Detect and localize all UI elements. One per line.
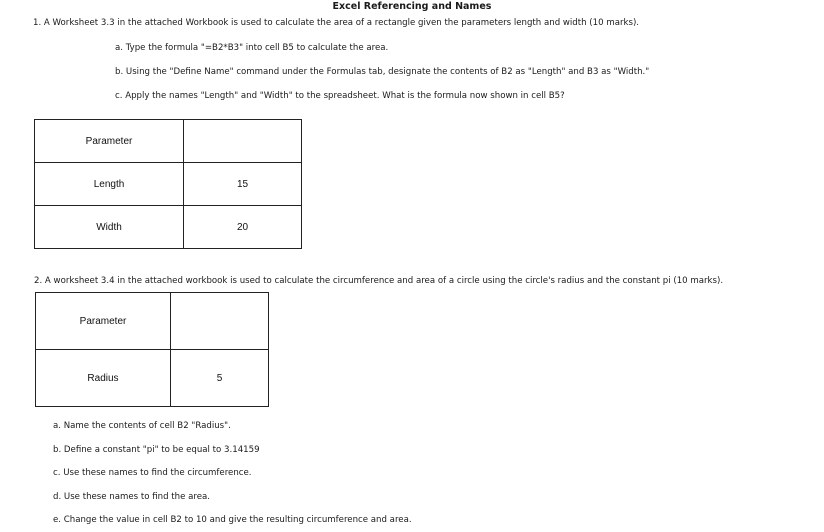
table-cell: Radius	[36, 350, 171, 407]
table-cell: 5	[171, 350, 269, 407]
table-cell: Length	[35, 163, 184, 206]
question-2-part-b: b. Define a constant "pi" to be equal to 3.14159	[53, 445, 260, 455]
question-2-text: 2. A worksheet 3.4 in the attached workbook is used to calculate the circumference and area of a circle using the circle's radius and the constant pi (10 marks).	[34, 276, 724, 286]
question-1-part-c: c. Apply the names "Length" and "Width" to the spreadsheet. What is the formula now shown in cell B5?	[115, 91, 565, 101]
table-row	[36, 350, 269, 407]
rectangle-parameter-table	[34, 119, 302, 249]
circle-parameter-table	[35, 292, 269, 407]
question-2-part-d: d. Use these names to find the area.	[53, 492, 211, 502]
page-title: Excel Referencing and Names	[332, 1, 492, 12]
question-1-part-b: b. Using the "Define Name" command under the Formulas tab, designate the contents of B2 as "Length" and B3 as "Width."	[115, 67, 650, 77]
question-2-part-a: a. Name the contents of cell B2 "Radius".	[53, 421, 231, 431]
question-2-part-c: c. Use these names to find the circumference.	[53, 468, 252, 478]
table-row	[35, 120, 302, 163]
table-row	[36, 293, 269, 350]
table-row	[35, 206, 302, 249]
table-cell: Width	[35, 206, 184, 249]
table-cell: Parameter	[35, 120, 184, 163]
question-2-part-e: e. Change the value in cell B2 to 10 and give the resulting circumference and area.	[53, 515, 412, 525]
table-cell: 15	[184, 163, 302, 206]
table-cell: 20	[184, 206, 302, 249]
table-cell	[171, 293, 269, 350]
table-cell: Parameter	[36, 293, 171, 350]
question-1-text: 1. A Worksheet 3.3 in the attached Workbook is used to calculate the area of a rectangle given the parameters length and width (10 marks).	[33, 18, 640, 28]
table-row	[35, 163, 302, 206]
table-cell	[184, 120, 302, 163]
question-1-part-a: a. Type the formula "=B2*B3" into cell B5 to calculate the area.	[115, 43, 389, 53]
